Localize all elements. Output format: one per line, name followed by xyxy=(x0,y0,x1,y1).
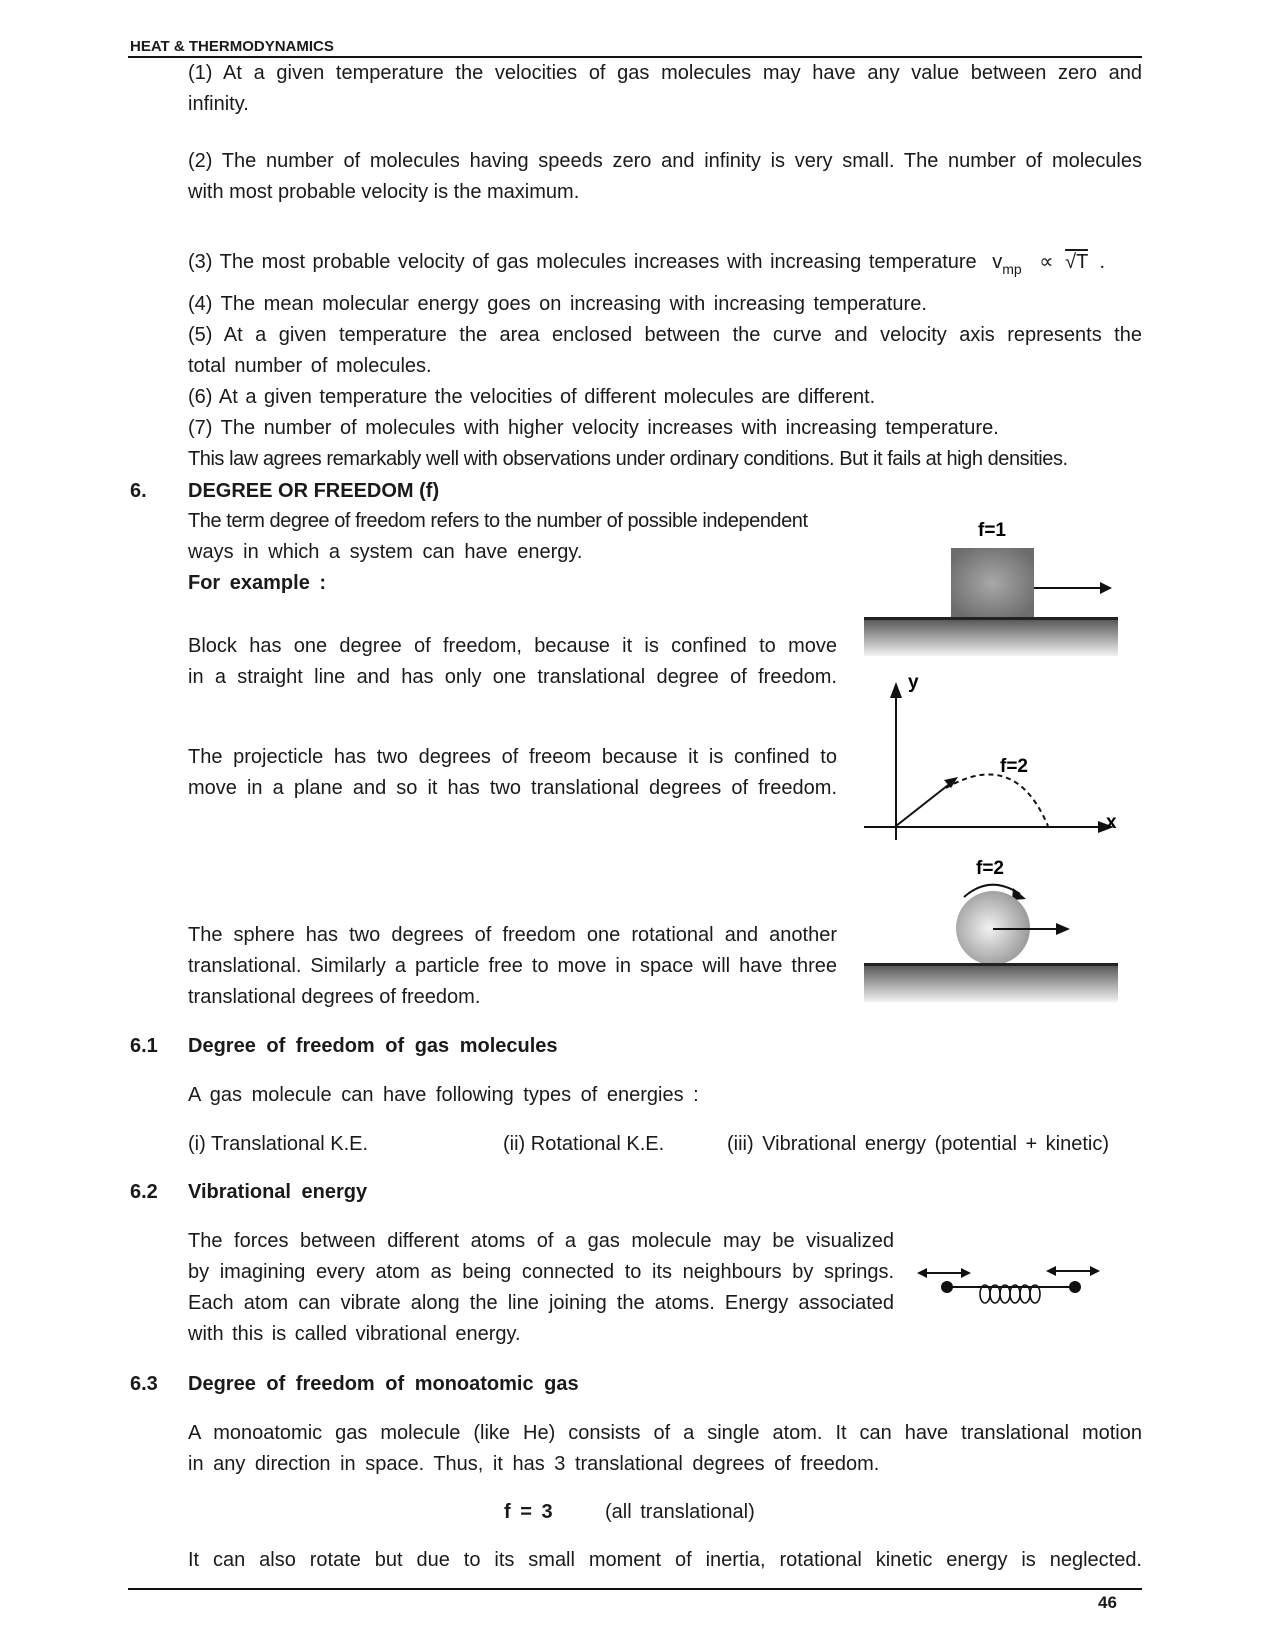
monoatomic-last-line: It can also rotate but due to its small moment of inertia, rotational kinetic energy is neglected. xyxy=(188,1549,1142,1571)
property-1-line2: infinity. xyxy=(188,93,249,115)
energy-type-vibrational: (iii) Vibrational energy (potential + kinetic) xyxy=(727,1133,1110,1155)
y-axis-arrow xyxy=(890,682,902,698)
section-6-2-title: Vibrational energy xyxy=(188,1181,368,1203)
footer-rule xyxy=(128,1588,1142,1590)
trajectory-path xyxy=(946,774,1048,826)
sphere-text-line3: translational degrees of freedom. xyxy=(188,986,481,1008)
atom-left xyxy=(941,1281,953,1293)
vibration-line2: by imagining every atom as being connected to its neighbours by springs. xyxy=(188,1261,894,1283)
property-4: (4) The mean molecular energy goes on increasing with increasing temperature. xyxy=(188,293,927,315)
property-3 xyxy=(188,247,1105,285)
vibration-line1: The forces between different atoms of a gas molecule may be visualized xyxy=(188,1230,894,1252)
section-6-intro-line2: ways in which a system can have energy. xyxy=(188,541,583,563)
section-6-1-title: Degree of freedom of gas molecules xyxy=(188,1035,558,1057)
vibration-line3: Each atom can vibrate along the line joining the atoms. Energy associated xyxy=(188,1292,894,1314)
property-5-line1: (5) At a given temperature the area enclosed between the curve and velocity axis represents the xyxy=(188,324,1142,346)
section-6-3-title: Degree of freedom of monoatomic gas xyxy=(188,1373,579,1395)
section-6-title: DEGREE OR FREEDOM (f) xyxy=(188,480,440,502)
formula-sqrt-t: √T xyxy=(1065,251,1088,273)
sphere-f-label: f=2 xyxy=(976,858,1004,879)
block-text-line1: Block has one degree of freedom, because it is confined to move xyxy=(188,635,837,657)
block-floor-line xyxy=(864,617,1118,620)
monoatomic-line1: A monoatomic gas molecule (like He) consists of a single atom. It can have translational motion xyxy=(188,1422,1142,1444)
monoatomic-line2: in any direction in space. Thus, it has 3 translational degrees of freedom. xyxy=(188,1453,880,1475)
left-arrow-head-right xyxy=(961,1268,971,1278)
block-arrow-head xyxy=(1100,582,1112,594)
sphere-text-line1: The sphere has two degrees of freedom one rotational and another xyxy=(188,924,837,946)
sphere-floor-line xyxy=(864,963,1118,966)
projectile-f-label: f=2 xyxy=(1000,756,1028,777)
block-figure xyxy=(860,510,1125,660)
right-arrow-head-right xyxy=(1090,1266,1100,1276)
section-6-intro-line1: The term degree of freedom refers to the number of possible independent xyxy=(188,510,808,532)
property-7: (7) The number of molecules with higher velocity increases with increasing temperature. xyxy=(188,417,999,439)
velocity-vector xyxy=(896,782,952,826)
block-f-label: f=1 xyxy=(978,520,1006,541)
for-example-label: For example : xyxy=(188,572,327,594)
running-header: HEAT & THERMODYNAMICS xyxy=(130,38,334,55)
section-6-1-intro: A gas molecule can have following types of energies : xyxy=(188,1084,699,1106)
sphere-floor xyxy=(864,966,1118,1002)
x-axis-label: x xyxy=(1106,812,1117,833)
section-6-3-number: 6.3 xyxy=(130,1373,158,1395)
atom-right xyxy=(1069,1281,1081,1293)
block-shape xyxy=(951,548,1034,618)
formula-proportional: ∝ xyxy=(1039,251,1054,273)
formula-sub-mp: mp xyxy=(1002,261,1022,277)
property-2-line1: (2) The number of molecules having speeds zero and infinity is very small. The number of molecules xyxy=(188,150,1142,172)
section-6-2-number: 6.2 xyxy=(130,1181,158,1203)
property-2-line2: with most probable velocity is the maximum. xyxy=(188,181,580,203)
sphere-text-line2: translational. Similarly a particle free to move in space will have three xyxy=(188,955,837,977)
property-5-line2: total number of molecules. xyxy=(188,355,432,377)
energy-type-rotational: (ii) Rotational K.E. xyxy=(503,1133,665,1155)
energy-type-translational: (i) Translational K.E. xyxy=(188,1133,369,1155)
property-6: (6) At a given temperature the velocities of different molecules are different. xyxy=(188,386,876,408)
law-note: This law agrees remarkably well with observations under ordinary conditions. But it fails at high densities. xyxy=(188,448,1068,470)
vibration-line4: with this is called vibrational energy. xyxy=(188,1323,521,1345)
projectile-figure xyxy=(860,668,1125,843)
projectile-text-line2: move in a plane and so it has two translational degrees of freedom. xyxy=(188,777,837,799)
monoatomic-formula: f = 3 xyxy=(504,1501,553,1523)
block-text-line2: in a straight line and has only one translational degree of freedom. xyxy=(188,666,837,688)
monoatomic-formula-note: (all translational) xyxy=(605,1501,755,1523)
spring-figure xyxy=(915,1258,1105,1313)
property-3-text: (3) The most probable velocity of gas molecules increases with increasing temperature xyxy=(188,251,977,273)
sphere-arrow-head xyxy=(1056,923,1070,935)
section-6-1-number: 6.1 xyxy=(130,1035,158,1057)
block-floor xyxy=(864,620,1118,656)
property-1-line1: (1) At a given temperature the velocities of gas molecules may have any value between zero and xyxy=(188,62,1142,84)
left-arrow-head-left xyxy=(917,1268,927,1278)
formula-v: v xyxy=(992,251,1003,273)
projectile-text-line1: The projecticle has two degrees of freeom because it is confined to xyxy=(188,746,837,768)
page-number: 46 xyxy=(1098,1593,1117,1612)
y-axis-label: y xyxy=(908,672,919,693)
formula-period: . xyxy=(1099,251,1106,273)
section-6-number: 6. xyxy=(130,480,147,502)
right-arrow-head-left xyxy=(1046,1266,1056,1276)
sphere-figure xyxy=(860,852,1125,1007)
